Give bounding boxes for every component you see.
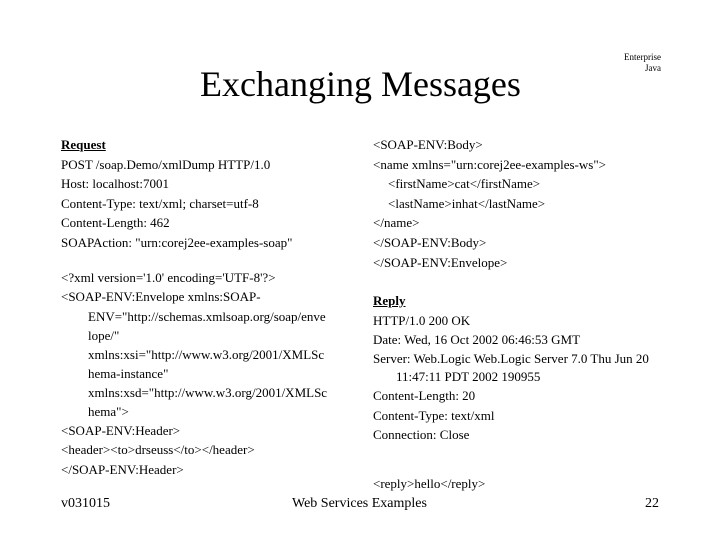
envelope-open-tag <box>61 287 351 421</box>
request-heading: Request <box>61 137 106 152</box>
body-open-tag: <SOAP-ENV:Body> <box>373 137 483 152</box>
corner-label <box>624 52 661 74</box>
envelope-cont-line: xmlns:xsd="http://www.w3.org/2001/XMLSc <box>88 384 328 400</box>
footer-title: Web Services Examples <box>292 496 427 511</box>
envelope-cont-line: lope/" <box>88 327 120 343</box>
reply-body: <reply>hello</reply> <box>373 476 486 491</box>
footer-version: v031015 <box>61 496 110 511</box>
response-column <box>373 135 688 445</box>
header-close-tag: </SOAP-ENV:Header> <box>61 461 184 477</box>
reply-connection: Connection: Close <box>373 427 470 443</box>
first-name-element: <firstName>cat</firstName> <box>388 176 541 192</box>
envelope-cont-line: ENV="http://schemas.xmlsoap.org/soap/enve <box>88 308 326 324</box>
request-content-length: Content-Length: 462 <box>61 215 170 231</box>
xml-declaration: <?xml version='1.0' encoding='UTF-8'?> <box>61 269 276 285</box>
corner-label-line-1: Enterprise <box>624 52 661 62</box>
header-open-tag: <SOAP-ENV:Header> <box>61 422 181 438</box>
name-close-tag: </name> <box>373 215 420 231</box>
name-open-tag: <name xmlns="urn:corej2ee-examples-ws"> <box>373 156 606 172</box>
last-name-element: <lastName>inhat</lastName> <box>388 195 546 211</box>
envelope-cont-line: hema-instance" <box>88 365 169 381</box>
request-soapaction: SOAPAction: "urn:corej2ee-examples-soap" <box>61 234 293 250</box>
reply-content-length: Content-Length: 20 <box>373 387 476 403</box>
slide-title: Exchanging Messages <box>200 64 521 104</box>
envelope-cont-line: xmlns:xsi="http://www.w3.org/2001/XMLSc <box>88 346 325 362</box>
header-content: <header><to>drseuss</to></header> <box>61 442 255 458</box>
request-line: POST /soap.Demo/xmlDump HTTP/1.0 <box>61 156 271 172</box>
reply-server: Server: Web.Logic Web.Logic Server 7.0 Thu Jun 20 11:47:11 PDT 2002 190955 <box>373 350 649 384</box>
body-close-tag: </SOAP-ENV:Body> <box>373 234 487 250</box>
request-content-type: Content-Type: text/xml; charset=utf-8 <box>61 195 259 211</box>
page-number: 22 <box>645 496 659 511</box>
envelope-open-line: <SOAP-ENV:Envelope xmlns:SOAP- <box>61 289 261 305</box>
request-host: Host: localhost:7001 <box>61 176 169 192</box>
reply-content-type: Content-Type: text/xml <box>373 407 495 423</box>
corner-label-line-2: Java <box>645 63 661 73</box>
reply-date: Date: Wed, 16 Oct 2002 06:46:53 GMT <box>373 332 581 348</box>
request-column <box>61 135 351 480</box>
envelope-close-tag: </SOAP-ENV:Envelope> <box>373 254 508 270</box>
reply-status: HTTP/1.0 200 OK <box>373 312 471 328</box>
envelope-cont-line: hema"> <box>88 403 129 419</box>
reply-heading: Reply <box>373 293 406 309</box>
